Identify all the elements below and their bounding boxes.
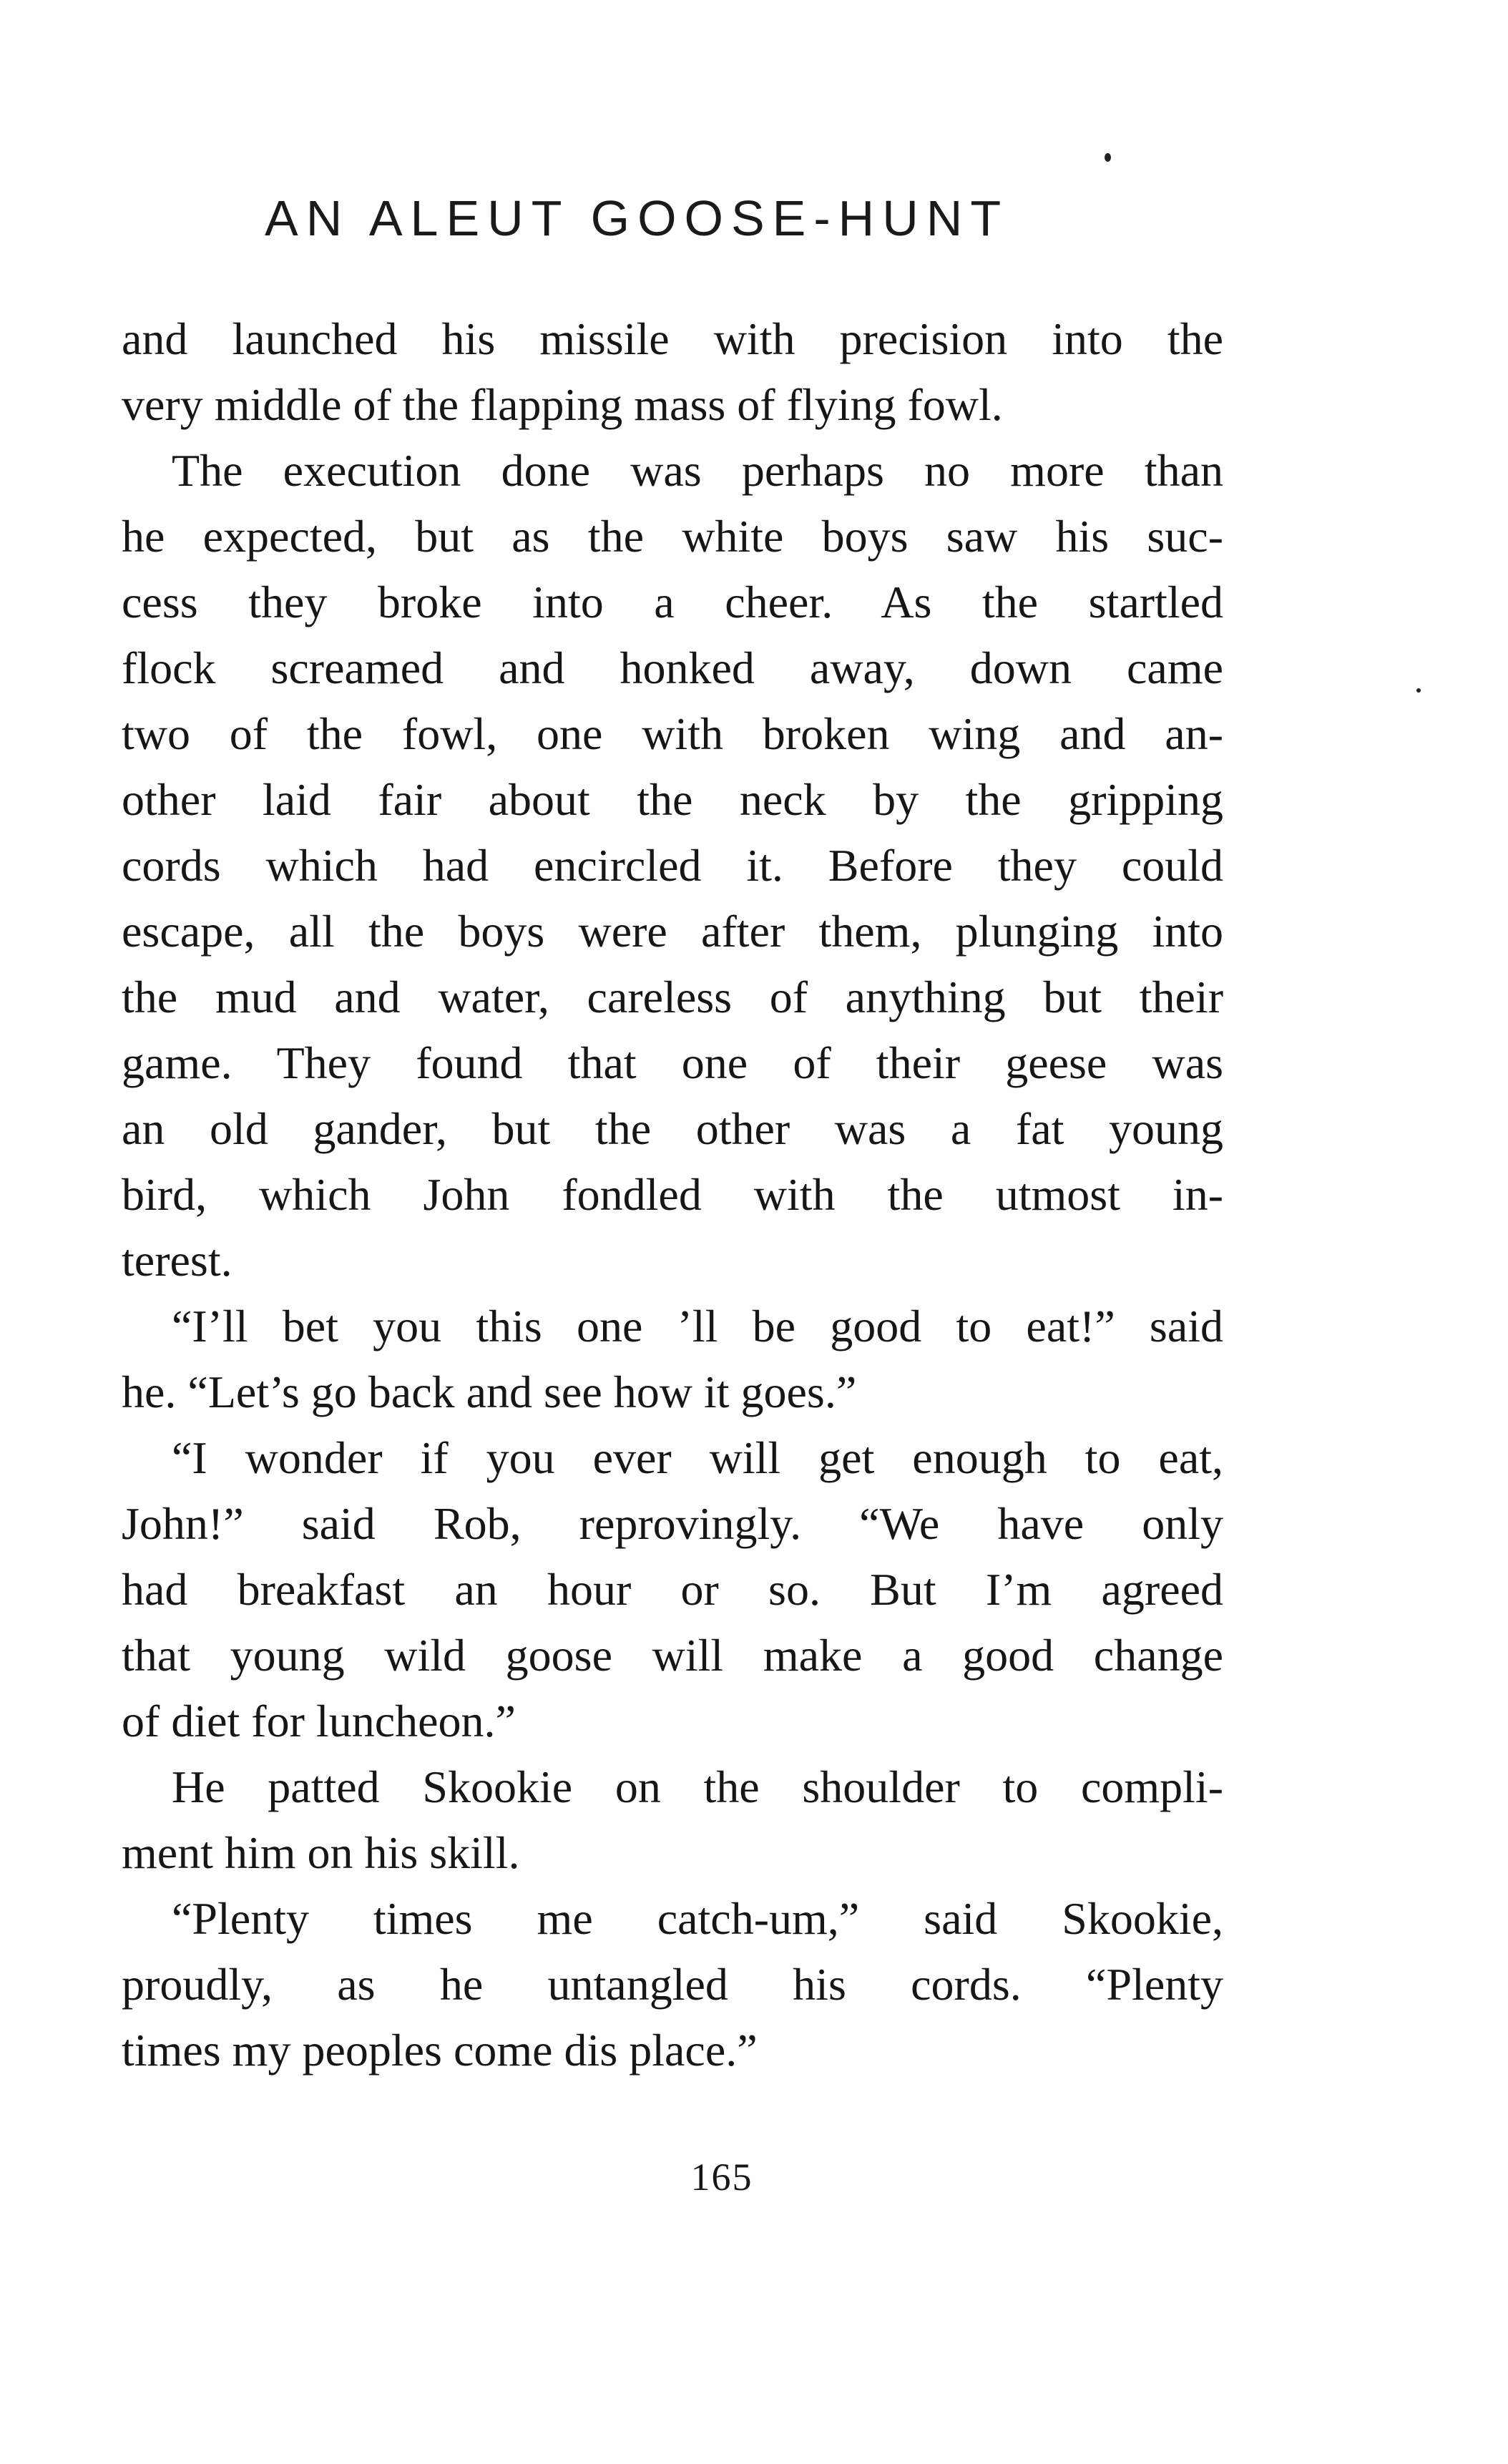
text-line: two of the fowl, one with broken wing and an- <box>122 708 1223 759</box>
text-line: he expected, but as the white boys saw his suc- <box>122 511 1223 562</box>
text-line: that young wild goose will make a good change <box>122 1630 1223 1681</box>
text-line: ment him on his skill. <box>122 1827 520 1878</box>
page-number: 165 <box>690 2156 753 2199</box>
text-line: “I’ll bet you this one ’ll be good to eat!” said <box>172 1301 1223 1351</box>
text-line: other laid fair about the neck by the gripping <box>122 774 1223 825</box>
text-line: terest. <box>122 1235 232 1286</box>
text-line: John!” said Rob, reprovingly. “We have only <box>122 1498 1223 1549</box>
text-line: cords which had encircled it. Before they could <box>122 840 1223 891</box>
body-text <box>122 306 1223 2083</box>
print-speck <box>1416 688 1421 693</box>
text-line: times my peoples come dis place.” <box>122 2025 758 2076</box>
text-line: “I wonder if you ever will get enough to eat, <box>172 1432 1223 1483</box>
text-line: proudly, as he untangled his cords. “Plenty <box>122 1959 1223 2010</box>
text-line: had breakfast an hour or so. But I’m agreed <box>122 1564 1223 1615</box>
text-line: an old gander, but the other was a fat young <box>122 1103 1223 1154</box>
text-line: escape, all the boys were after them, plunging into <box>122 906 1223 957</box>
text-line: The execution done was perhaps no more than <box>172 445 1223 496</box>
text-line: of diet for luncheon.” <box>122 1696 516 1746</box>
text-line: the mud and water, careless of anything but their <box>122 972 1223 1022</box>
text-line: cess they broke into a cheer. As the startled <box>122 577 1223 627</box>
text-line: flock screamed and honked away, down came <box>122 642 1223 693</box>
text-line: bird, which John fondled with the utmost in- <box>122 1169 1223 1220</box>
text-line: and launched his missile with precision into the <box>122 313 1223 364</box>
print-speck <box>1105 153 1111 162</box>
running-head: AN ALEUT GOOSE-HUNT <box>265 190 1009 246</box>
text-line: very middle of the flapping mass of flying fowl. <box>122 379 1003 430</box>
text-line: he. “Let’s go back and see how it goes.” <box>122 1367 857 1417</box>
text-line: game. They found that one of their geese was <box>122 1037 1223 1088</box>
text-line: “Plenty times me catch-um,” said Skookie, <box>172 1893 1223 1944</box>
text-line: He patted Skookie on the shoulder to compli- <box>172 1761 1223 1812</box>
